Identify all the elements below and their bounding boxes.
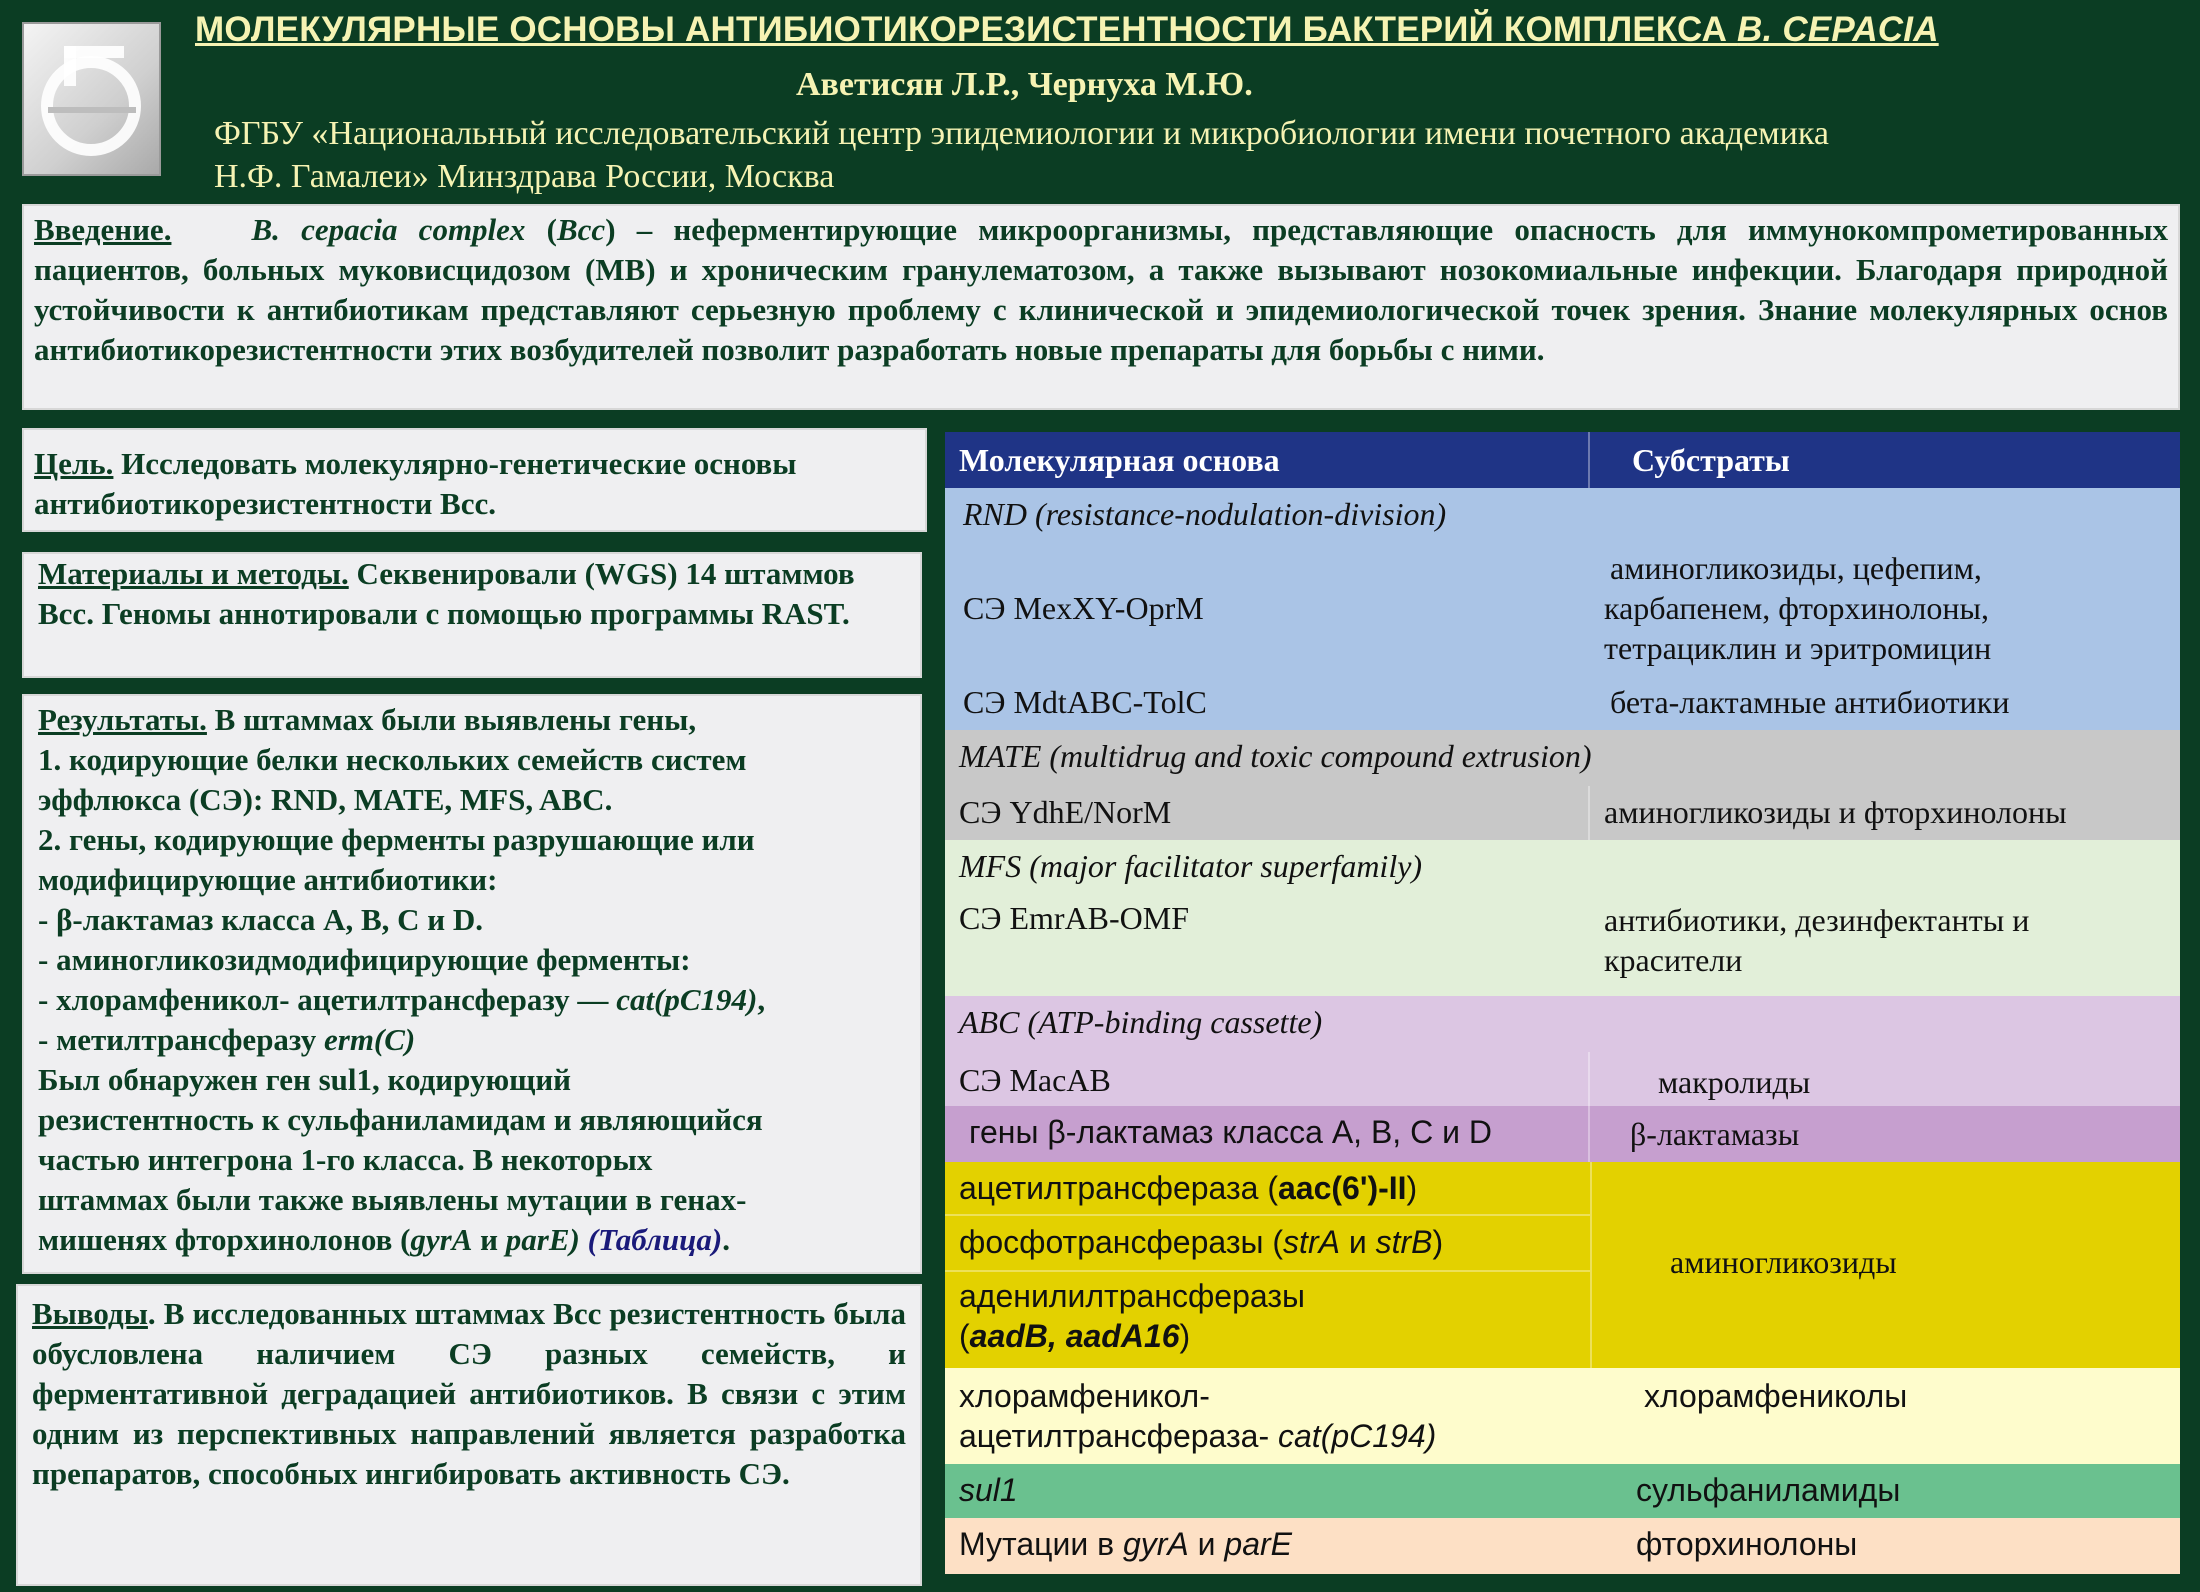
table-row bbox=[945, 488, 2180, 544]
table-row: СЭ MdtABC-TolC бета-лактамные антибиотики bbox=[945, 674, 2180, 730]
affiliation: ФГБУ «Национальный исследовательский центр эпидемиологии и микробиологии имени почетного академика Н.Ф. Гамалеи» Минздрава России, Москва bbox=[214, 115, 1829, 195]
results-heading: Результаты. bbox=[38, 702, 207, 737]
table-row: Мутации в gyrA и parE фторхинолоны bbox=[945, 1518, 2180, 1574]
table-row: sul1 сульфаниламиды bbox=[945, 1464, 2180, 1518]
logo-emblem-icon bbox=[24, 24, 159, 174]
conclusions-text: В исследованных штаммах Bcc резистентность была обусловлена наличием СЭ разных семейств, и ферментативной деградацией антибиотиков. В связи с этим одним из перспективных направлений является разработка препаратов, способных ингибировать активность СЭ bbox=[32, 1296, 906, 1491]
goal-text: Исследовать молекулярно-генетические основы антибиотикорезистентности Bcc. bbox=[34, 446, 797, 521]
conclusions-heading: Выводы bbox=[32, 1296, 148, 1331]
intro-heading: Введение. bbox=[34, 212, 172, 247]
table-header-row bbox=[945, 432, 2180, 488]
family-mate: MATE (multidrug and toxic compound extrusion) bbox=[959, 738, 1592, 774]
intro-organism: B. cepacia complex bbox=[251, 212, 526, 247]
conclusions-panel: Выводы. В исследованных штаммах Bcc резистентность была обусловлена наличием СЭ разных семейств, и ферментативной деградацией антибиотиков. В связи с этим одним из перспективных направлений является разработка препаратов, способных ингибировать активность СЭ. bbox=[16, 1284, 922, 1586]
methods-heading: Материалы и методы. bbox=[38, 556, 349, 591]
results-panel: Результаты. В штаммах были выявлены гены, 1. кодирующие белки нескольких семейств систем эффлюкса (СЭ): RND, MATE, MFS, ABC. 2. гены, кодирующие ферменты разрушающие или модифицирующие антибиотики: - β-лактамаз класса A, B, C и D. - аминогликозидмодифицирующие ферменты: - хлорамфеникол- ацетилтрансферазу — cat(pC194), - метилтрансферазу erm(C) Был обнаружен ген sul1, кодирующий резистентность к сульфаниламидам и являющийся частью интегрона 1-го класса. В некоторых штаммах были также выявлены мутации в генах- мишенях фторхинолонов (gyrA и parE) (Таблица). bbox=[22, 694, 922, 1274]
authors: Аветисян Л.Р., Чернуха М.Ю. bbox=[796, 66, 1253, 103]
table-row: хлорамфеникол- ацетилтрансфераза- cat(pC194) хлорамфениколы bbox=[945, 1368, 2180, 1464]
table-row-aminoglycoside-enzymes: ацетилтрансфераза (aac(6')-II) фосфотрансферазы (strA и strB) аденилилтрансферазы (aadB, aadA16) аминогликозиды bbox=[945, 1162, 2180, 1368]
methods-text: Секвенировали (WGS) 14 штаммов Bcc. Геномы аннотировали с помощью программы RAST. bbox=[38, 556, 855, 631]
institute-logo bbox=[22, 22, 161, 176]
table-row bbox=[945, 840, 2180, 896]
gene-sul1: sul1 bbox=[959, 1472, 1018, 1508]
col-header-mechanism: Молекулярная основа bbox=[945, 432, 1590, 488]
table-row: гены β-лактамаз класса A, B, C и D β-лактамазы bbox=[945, 1106, 2180, 1162]
intro-text: ) – неферментирующие микроорганизмы, представляющие опасность для иммунокомпрометированных пациентов, больных муковисцидозом (МВ) и хроническим гранулематозом, а также вызывают нозокомиальные инфекции. Благодаря природной устойчивости к антибиотикам представляют серьезную проблему с клинической и эпидемиологической точек зрения. Знание молекулярных основ антибиотикорезистентности этих возбудителей позволит разработать новые препараты для борьбы с ними. bbox=[34, 212, 2169, 367]
table-row bbox=[945, 996, 2180, 1052]
table-row: СЭ MacAB макролиды bbox=[945, 1052, 2180, 1106]
family-mfs: MFS (major facilitator superfamily) bbox=[959, 848, 1423, 884]
family-rnd: RND (resistance-nodulation-division) bbox=[963, 496, 1447, 532]
goal-heading: Цель. bbox=[34, 446, 114, 481]
methods-panel bbox=[22, 552, 922, 678]
table-row: СЭ EmrAB-OMF антибиотики, дезинфектанты и красители bbox=[945, 896, 2180, 996]
poster-title: МОЛЕКУЛЯРНЫЕ ОСНОВЫ АНТИБИОТИКОРЕЗИСТЕНТНОСТИ БАКТЕРИЙ КОМПЛЕКСА B. CEPACIA bbox=[195, 10, 1939, 49]
introduction-panel: Введение. B. cepacia complex (Bcc) – неферментирующие микроорганизмы, представляющие опасность для иммунокомпрометированных пациентов, больных муковисцидозом (МВ) и хроническим гранулематозом, а также вызывают нозокомиальные инфекции. Благодаря природной устойчивости к антибиотикам представляют серьезную проблему с клинической и эпидемиологической точек зрения. Знание молекулярных основ антибиотикорезистентности этих возбудителей позволит разработать новые препараты для борьбы с ними. bbox=[22, 204, 2180, 410]
goal-panel bbox=[22, 428, 927, 532]
table-row: СЭ MexXY-OprM аминогликозиды, цефепим, карбапенем, фторхинолоны, тетрациклин и эритромицин bbox=[945, 544, 2180, 674]
substrates-cell: аминогликозиды, цефепим, карбапенем, фторхинолоны, тетрациклин и эритромицин bbox=[1604, 550, 1992, 666]
table-row: СЭ YdhE/NorM аминогликозиды и фторхинолоны bbox=[945, 786, 2180, 840]
col-header-substrates: Субстраты bbox=[1632, 442, 1790, 478]
table-row bbox=[945, 730, 2180, 786]
family-abc: ABC (ATP-binding cassette) bbox=[959, 1004, 1323, 1040]
